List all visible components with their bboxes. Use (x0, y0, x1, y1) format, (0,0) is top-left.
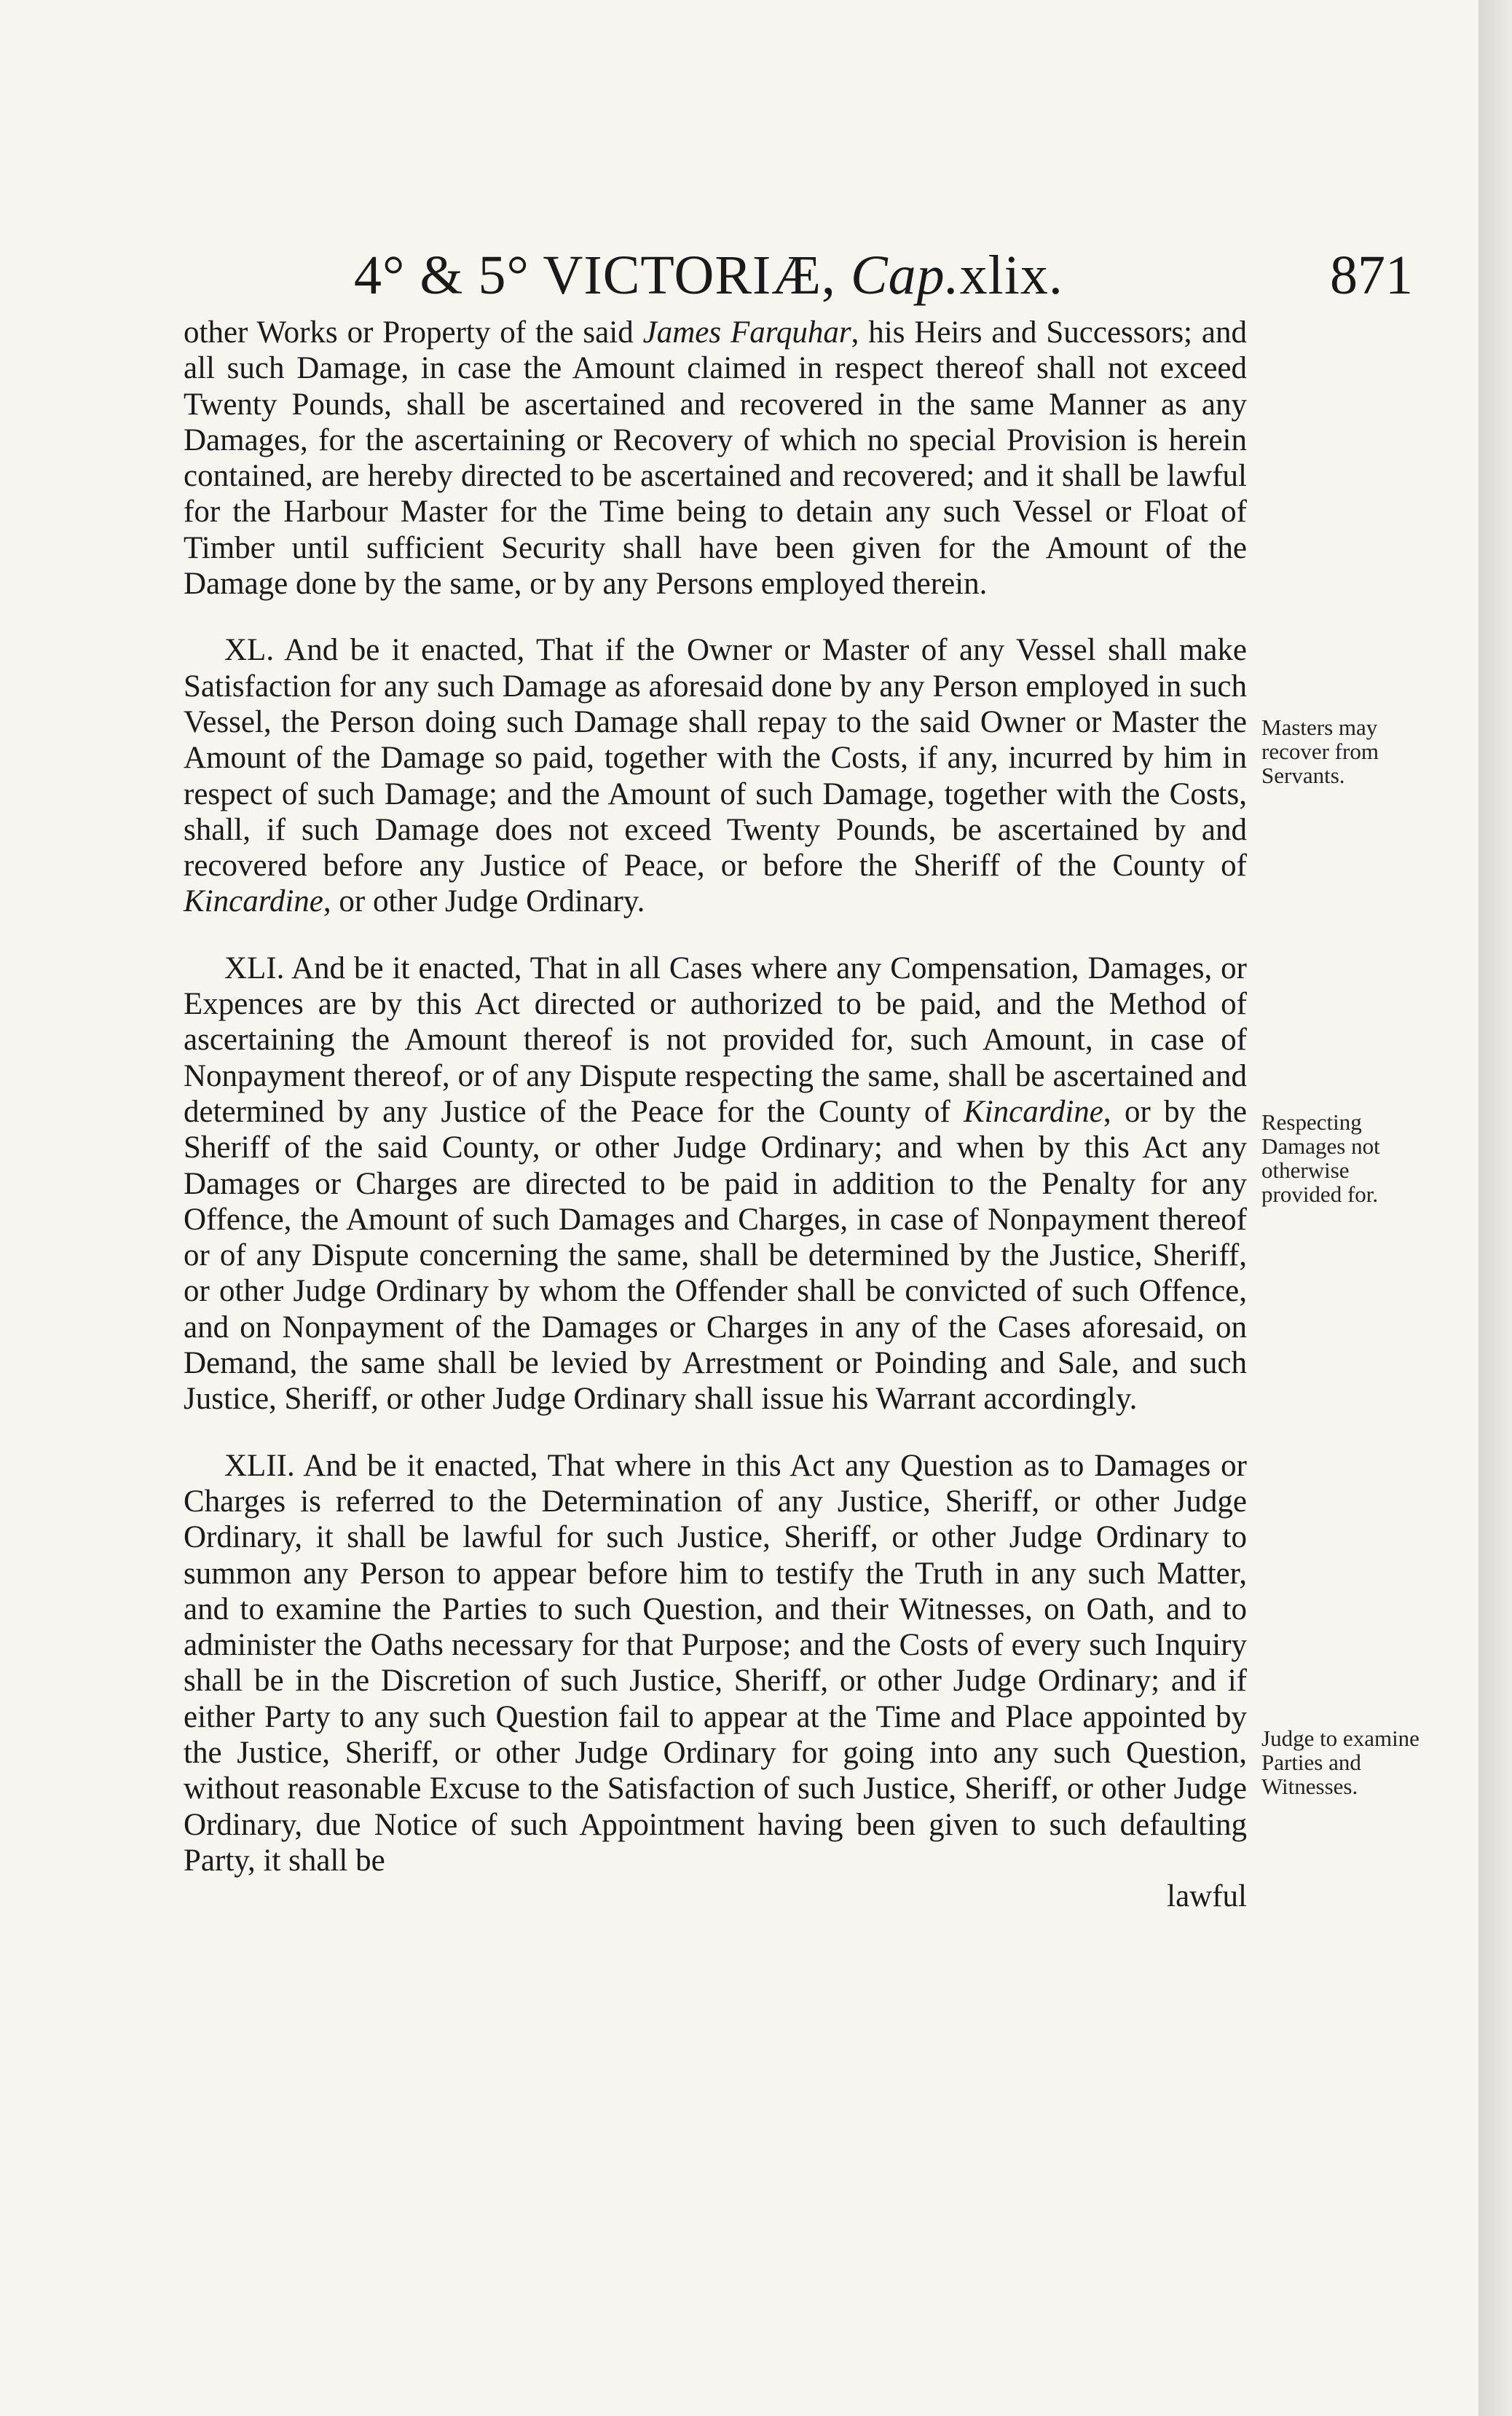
running-header (175, 244, 1413, 310)
marginal-note-respecting-damages: Respecting Damages not otherwise provided for. (1261, 1109, 1380, 1207)
section-xlii: XLII. And be it enacted, That where in this Act any Question as to Damages or Charges is referred to the Determination of any Justice, Sheriff, or other Judge Ordinary, it shall be lawful for such Justice, Sheriff, or other Judge Ordinary to summon any Person to appear before him to testify the Truth in any such Matter, and to examine the Parties to such Question, and their Witnesses, on Oath, and to administer the Oaths necessary for that Purpose; and the Costs of every such Inquiry shall be in the Discretion of such Justice, Sheriff, or other Judge Ordinary; and if either Party to any such Question fail to appear at the Time and Place appointed by the Justice, Sheriff, or other Judge Ordinary for going into any such Question, without reasonable Excuse to the Satisfaction of such Justice, Sheriff, or other Judge Ordinary, due Notice of such Appointment having been given to such defaulting Party, it shall be (184, 1448, 1247, 1878)
chapter-number: xlix. (959, 245, 1063, 306)
body-text (184, 315, 1247, 1914)
page-edge (1478, 0, 1512, 2416)
chapter-label: Cap. (850, 245, 960, 306)
page-number: 871 (1330, 245, 1413, 306)
catchword: lawful (1167, 1879, 1247, 1914)
running-title-text: 4° & 5° VICTORIÆ, (354, 245, 836, 306)
section-xli: XLI. And be it enacted, That in all Cases where any Compensation, Damages, or Expences are by this Act directed or authorized to be paid, and the Method of ascertaining the Amount thereof is not provided for, such Amount, in case of Nonpayment thereof, or of any Dispute respecting the same, shall be ascertained and determined by any Justice of the Peace for the County of Kincardine, or by the Sheriff of the said County, or other Judge Ordinary; and when by this Act any Damages or Charges are directed to be paid in addition to the Penalty for any Offence, the Amount of such Damages and Charges, in case of Nonpayment thereof or of any Dispute concerning the same, shall be determined by the Justice, Sheriff, or other Judge Ordinary by whom the Offender shall be convicted of such Offence, and on Nonpayment of the Damages or Charges in any of the Cases aforesaid, on Demand, the same shall be levied by Arrestment or Poinding and Sale, and such Justice, Sheriff, or other Judge Ordinary shall issue his Warrant accordingly. (184, 951, 1247, 1417)
running-title (354, 244, 1063, 307)
marginal-note-masters: Masters may recover from Servants. (1261, 715, 1379, 788)
paragraph-continued: other Works or Property of the said James Farquhar, his Heirs and Successors; and all such Damage, in case the Amount claimed in respect thereof shall not exceed Twenty Pounds, shall be ascertained and recovered in the same Manner as any Damages, for the ascertaining or Recovery of which no special Provision is herein contained, are hereby directed to be ascertained and recovered; and it shall be lawful for the Harbour Master for the Time being to detain any such Vessel or Float of Timber until sufficient Security shall have been given for the Amount of the Damage done by the same, or by any Persons employed therein. (184, 315, 1247, 602)
marginal-note-judge: Judge to examine Parties and Witnesses. (1261, 1726, 1420, 1799)
section-xl: XL. And be it enacted, That if the Owner or Master of any Vessel shall make Satisfaction for any such Damage as aforesaid done by any Person employed in such Vessel, the Person doing such Damage shall repay to the said Owner or Master the Amount of the Damage so paid, together with the Costs, if any, incurred by him in respect of such Damage; and the Amount of such Damage, together with the Costs, shall, if such Damage does not exceed Twenty Pounds, be ascertained by and recovered before any Justice of Peace, or before the Sheriff of the County of Kincardine, or other Judge Ordinary. (184, 633, 1247, 919)
